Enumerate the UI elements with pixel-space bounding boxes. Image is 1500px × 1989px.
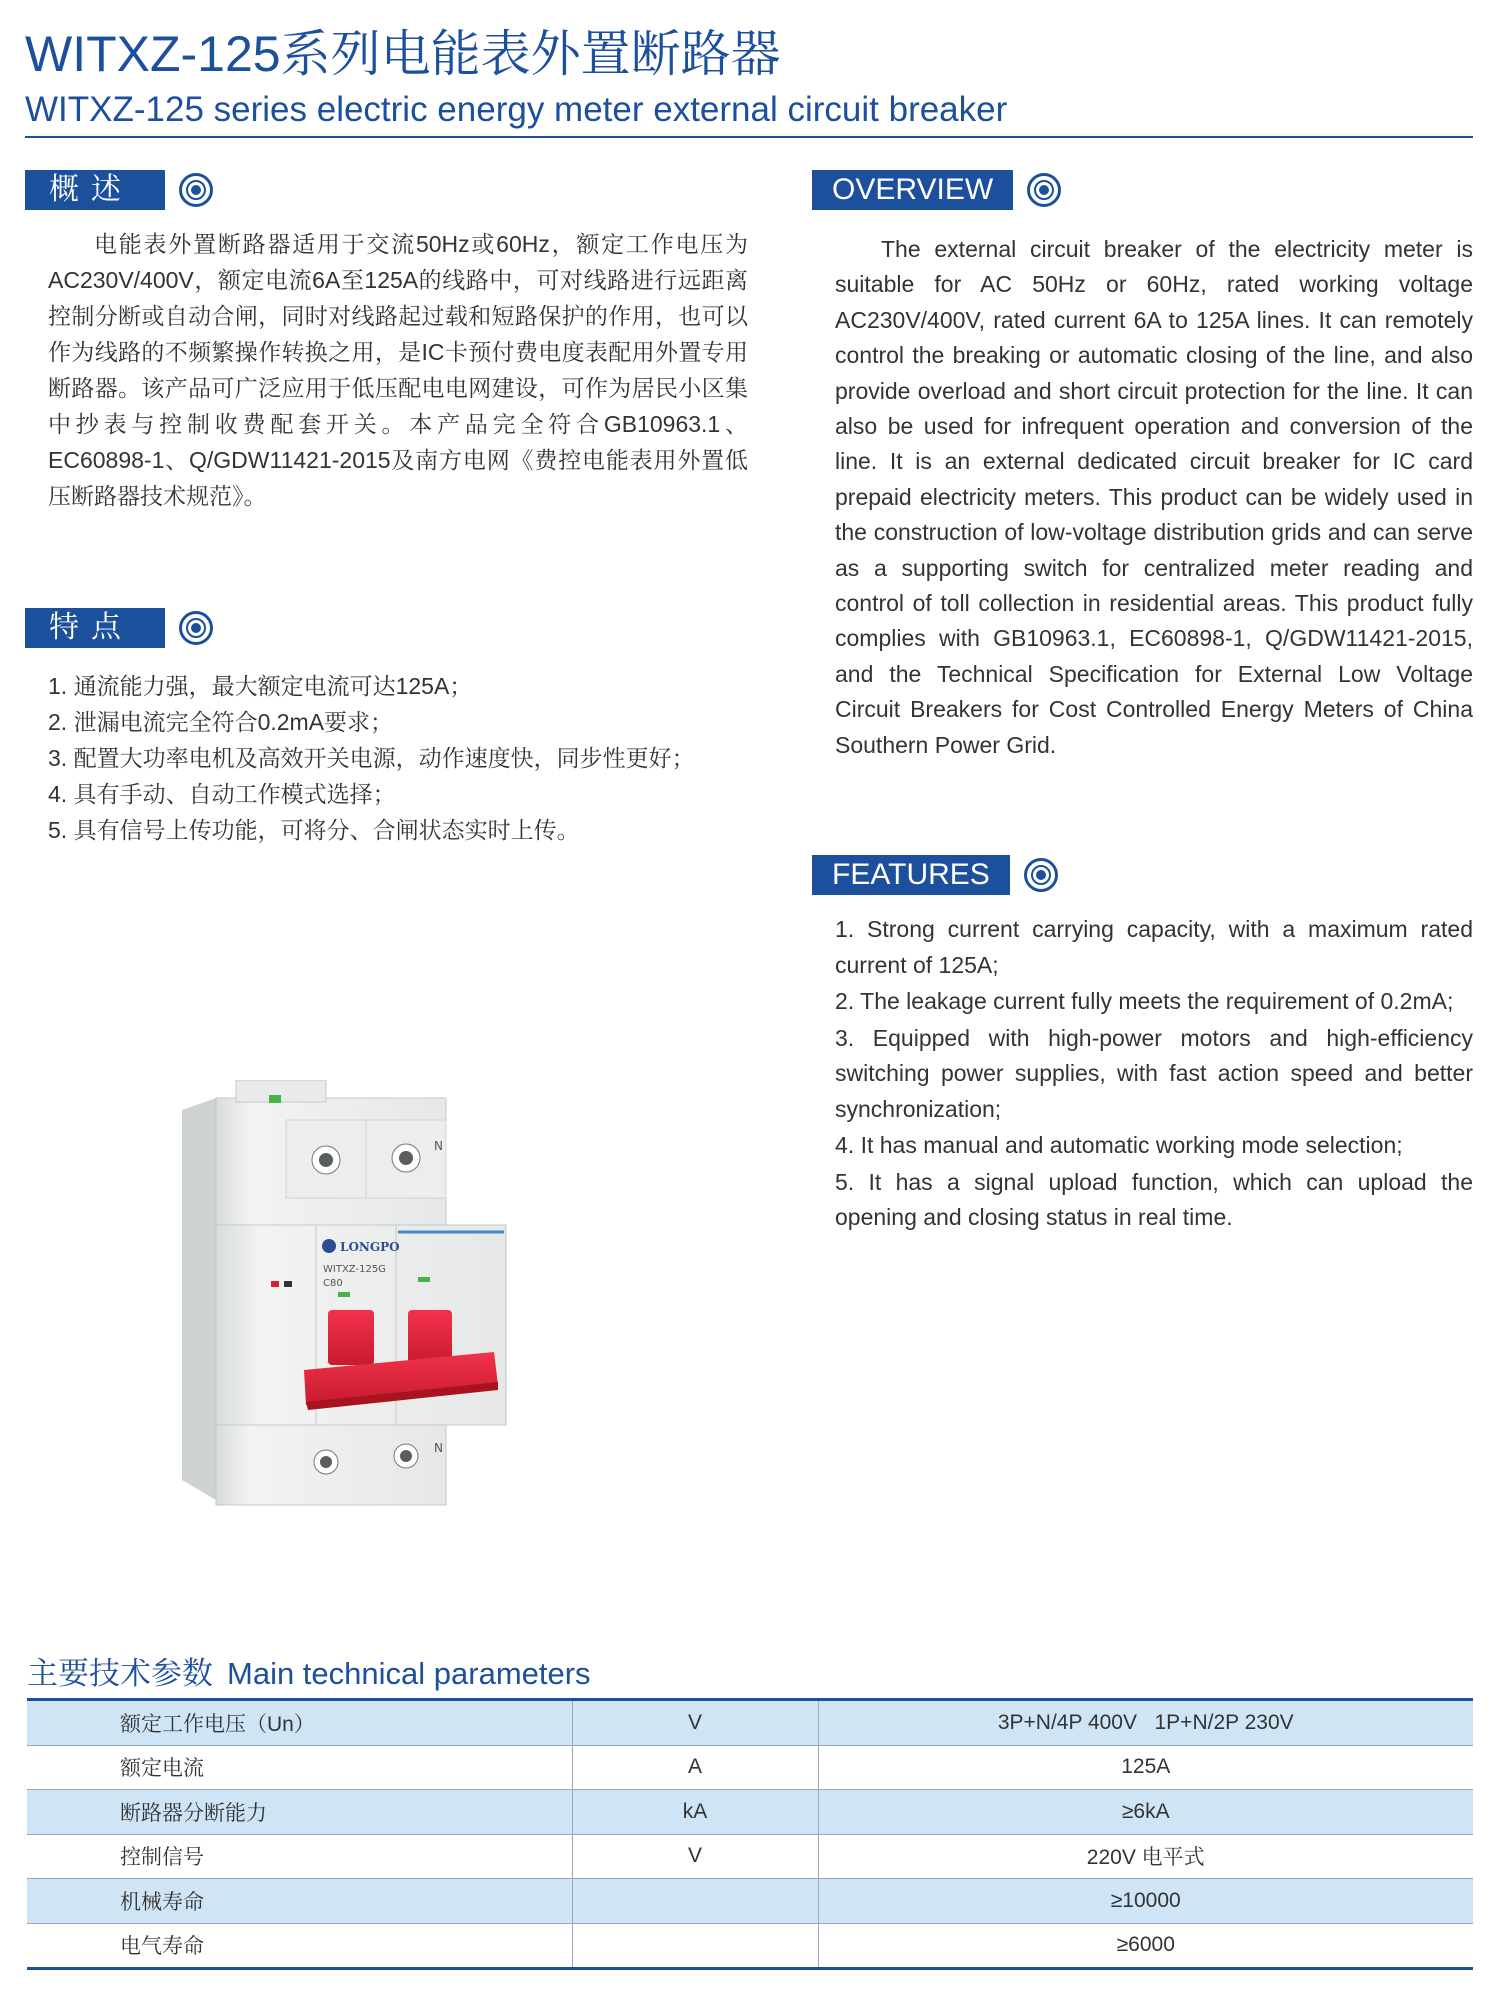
target-icon xyxy=(1027,173,1061,207)
param-unit: A xyxy=(572,1745,818,1790)
page-title-en: WITXZ-125 series electric energy meter external circuit breaker xyxy=(25,90,1008,129)
param-unit xyxy=(572,1879,818,1924)
param-value: ≥6000 xyxy=(818,1923,1473,1969)
rating-label: C80 xyxy=(323,1278,343,1289)
param-value: 3P+N/4P 400V 1P+N/2P 230V xyxy=(818,1700,1473,1746)
n-label: N xyxy=(434,1139,443,1153)
list-item: 5. 具有信号上传功能，可将分、合闸状态实时上传。 xyxy=(48,817,580,843)
n-label: N xyxy=(434,1441,443,1455)
brand-label: LONGPO xyxy=(340,1240,400,1254)
params-title-en: Main technical parameters xyxy=(227,1656,591,1691)
overview-cn-text: 电能表外置断路器适用于交流50Hz或60Hz，额定工作电压为AC230V/400V，额定电流6A至125A的线路中，可对线路进行远距离控制分断或自动合闸，同时对线路起过载和短路保护的作用，也可以作为线路的不频繁操作转换之用，是IC卡预付费电度表配用外置专用断路器。该产品可广泛应用于低压配电电网建设，可作为居民小区集中抄表与控制收费配套开关。本产品完全符合GB10963.1、EC60898-1、Q/GDW11421-2015及南方电网《费控电能表用外置低压断路器技术规范》。 xyxy=(48,231,748,509)
features-en-list xyxy=(835,912,1473,1237)
features-cn-label: 特点 xyxy=(25,608,165,648)
list-item: 4. It has manual and automatic working mode selection; xyxy=(835,1132,1403,1158)
list-item: 1. Strong current carrying capacity, with a maximum rated current of 125A; xyxy=(835,916,1473,978)
table-row xyxy=(27,1790,1473,1835)
params-table xyxy=(27,1698,1473,1970)
param-name: 额定电流 xyxy=(27,1745,572,1790)
list-item: 2. 泄漏电流完全符合0.2mA要求； xyxy=(48,709,394,735)
overview-cn-label: 概述 xyxy=(25,170,165,210)
title-divider xyxy=(25,136,1473,138)
param-unit: V xyxy=(572,1700,818,1746)
params-title xyxy=(27,1654,591,1694)
overview-en-text: The external circuit breaker of the electricity meter is suitable for AC 50Hz or 60Hz, rated working voltage AC230V/400V, rated current 6A to 125A lines. It can remotely control the breaking or automatic closing of the line, and also provide overload and short circuit protection for the line. It can also be used for infrequent operation and conversion of the line. It is an external dedicated circuit breaker for IC card prepaid electricity meters. This product can be widely used in the construction of low-voltage distribution grids and can serve as a supporting switch for centralized meter reading and control of toll collection in residential areas. This product fully complies with GB10963.1, EC60898-1, Q/GDW11421-2015, and the Technical Specification for External Low Voltage Circuit Breakers for Cost Controlled Energy Meters of China Southern Power Grid. xyxy=(835,236,1473,758)
param-unit: V xyxy=(572,1834,818,1879)
overview-en-label: OVERVIEW xyxy=(812,170,1013,210)
list-item: 5. It has a signal upload function, which can upload the opening and closing status in real time. xyxy=(835,1168,1473,1230)
table-row xyxy=(27,1834,1473,1879)
param-unit xyxy=(572,1923,818,1969)
table-row xyxy=(27,1700,1473,1746)
page-title-cn: WITXZ-125系列电能表外置断路器 xyxy=(25,26,781,82)
list-item: 3. 配置大功率电机及高效开关电源，动作速度快，同步性更好； xyxy=(48,745,695,771)
param-value: ≥6kA xyxy=(818,1790,1473,1835)
param-value: 125A xyxy=(818,1745,1473,1790)
list-item: 4. 具有手动、自动工作模式选择； xyxy=(48,781,396,807)
target-icon xyxy=(179,611,213,645)
param-name: 额定工作电压（Un） xyxy=(27,1700,572,1746)
param-name: 机械寿命 xyxy=(27,1879,572,1924)
list-item: 2. The leakage current fully meets the requirement of 0.2mA; xyxy=(835,988,1454,1014)
features-en-label: FEATURES xyxy=(812,855,1010,895)
param-value: ≥10000 xyxy=(818,1879,1473,1924)
param-value: 220V 电平式 xyxy=(818,1834,1473,1879)
table-row xyxy=(27,1879,1473,1924)
model-label: WITXZ-125G xyxy=(323,1264,386,1275)
target-icon xyxy=(179,173,213,207)
param-name: 断路器分断能力 xyxy=(27,1790,572,1835)
param-name: 电气寿命 xyxy=(27,1923,572,1969)
features-en-heading xyxy=(812,855,1058,895)
table-row xyxy=(27,1923,1473,1969)
circuit-breaker-image xyxy=(176,1080,596,1520)
param-unit: kA xyxy=(572,1790,818,1835)
overview-en-heading xyxy=(812,170,1061,210)
table-row xyxy=(27,1745,1473,1790)
params-title-cn: 主要技术参数 xyxy=(27,1656,213,1691)
overview-cn-heading xyxy=(25,170,213,210)
param-name: 控制信号 xyxy=(27,1834,572,1879)
list-item: 3. Equipped with high-power motors and high-efficiency switching power supplies, with fast action speed and better synchronization; xyxy=(835,1024,1473,1122)
features-cn-heading xyxy=(25,608,213,648)
features-cn-list xyxy=(48,668,748,848)
target-icon xyxy=(1024,858,1058,892)
list-item: 1. 通流能力强，最大额定电流可达125A； xyxy=(48,673,473,699)
